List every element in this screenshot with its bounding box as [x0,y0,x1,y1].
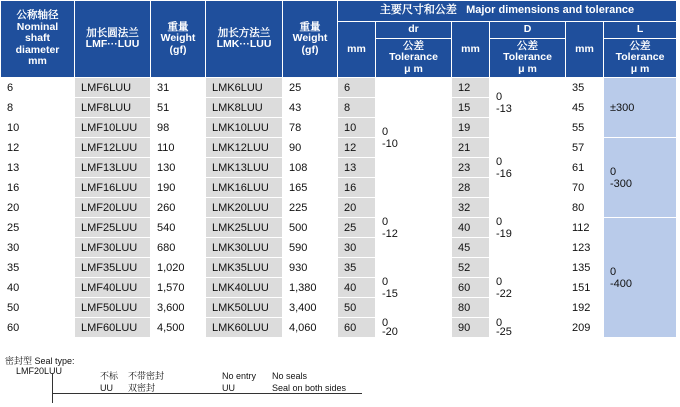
seal-code: UU [96,383,124,395]
header-tol-en: Tolerance [503,51,552,64]
table-row [1,178,677,198]
cell-weight1: 51 [151,98,206,118]
cell-weight2: 43 [283,98,338,118]
tol-lower: -16 [496,167,512,180]
cell-weight2: 90 [283,138,338,158]
cell-weight1: 110 [151,138,206,158]
tol-upper: 0 [496,215,503,228]
seal-code: No entry [218,371,268,383]
cell-weight2: 225 [283,198,338,218]
cell-weight1: 540 [151,218,206,238]
tol-lower: -19 [496,227,512,240]
tol-lower: -400 [610,277,633,290]
cell-lmk: LMK10LUU [206,118,283,138]
header-lmf-cn: 加长圆法兰 [86,26,139,39]
cell-D-tol [490,318,566,338]
cell-lmf: LMF60LUU [75,318,151,338]
table-row [1,118,677,138]
header-weight1-cn: 重量 [167,20,189,33]
header-tol-unit: μ m [518,62,537,75]
header-weight-2 [283,1,338,78]
cell-dr: 8 [338,98,376,118]
header-tol-unit: μ m [630,62,650,75]
cell-L: 135 [566,258,604,278]
header-L-label: L [636,23,644,36]
table-row [1,258,677,278]
cell-weight2: 1,380 [283,278,338,298]
cell-D: 32 [452,198,490,218]
cell-L: 70 [566,178,604,198]
cell-dr: 13 [338,158,376,178]
cell-D-tol [490,258,566,318]
cell-lmf: LMF6LUU [75,78,151,98]
cell-weight1: 680 [151,238,206,258]
header-mm: mm [575,42,594,55]
table-row [1,138,677,158]
header-lmk-cn: 加长方法兰 [217,26,271,39]
header-shaft-unit: mm [28,55,47,68]
tol-upper: 0 [496,316,503,329]
tol-upper: 0 [382,275,389,288]
cell-D: 52 [452,258,490,278]
seal-table-en [218,371,356,395]
tol-lower: -12 [382,227,398,240]
cell-D: 45 [452,238,490,258]
cell-lmf: LMF20LUU [75,198,151,218]
cell-weight2: 165 [283,178,338,198]
cell-dr: 6 [338,78,376,98]
cell-dr: 40 [338,278,376,298]
cell-D: 21 [452,138,490,158]
cell-lmf: LMF16LUU [75,178,151,198]
header-major-cn: 主要尺寸和公差 [379,4,457,17]
header-mm: mm [347,42,366,55]
tol-upper: 0 [382,215,389,228]
seal-row [96,383,202,395]
seal-desc: Seal on both sides [268,383,356,395]
cell-lmk: LMK13LUU [206,158,283,178]
cell-weight1: 98 [151,118,206,138]
cell-lmk: LMK25LUU [206,218,283,238]
cell-weight1: 31 [151,78,206,98]
tol-lower: -25 [496,325,512,338]
cell-lmf: LMF35LUU [75,258,151,278]
cell-D: 90 [452,318,490,338]
header-lmk [206,1,283,78]
cell-dr: 60 [338,318,376,338]
cell-L: 61 [566,158,604,178]
cell-weight1: 190 [151,178,206,198]
cell-lmf: LMF13LUU [75,158,151,178]
table-row [1,158,677,178]
cell-lmf: LMF30LUU [75,238,151,258]
seal-desc: No seals [268,371,356,383]
tol-upper: 0 [610,265,617,278]
seal-bracket-line [52,373,53,403]
cell-dr: 12 [338,138,376,158]
tol-upper: 0 [496,275,503,288]
cell-lmf: LMF8LUU [75,98,151,118]
cell-lmf: LMF40LUU [75,278,151,298]
cell-dr-tol [376,258,452,318]
cell-dr: 25 [338,218,376,238]
cell-L-tol [604,138,677,218]
tol-lower: -15 [382,287,398,300]
tol-lower: -20 [382,325,398,338]
cell-weight1: 260 [151,198,206,218]
cell-L: 45 [566,98,604,118]
cell-shaft: 60 [1,318,75,338]
cell-lmf: LMF50LUU [75,298,151,318]
table-row [1,198,677,218]
header-dr [376,22,452,39]
seal-model-example: LMF20LUU [16,366,63,376]
header-dr-mm [338,22,376,78]
cell-shaft: 10 [1,118,75,138]
seal-code: UU [218,383,268,395]
cell-weight1: 4,500 [151,318,206,338]
header-d-mm [452,22,490,78]
cell-D-tol [490,138,566,198]
cell-weight1: 3,600 [151,298,206,318]
cell-D: 23 [452,158,490,178]
cell-shaft: 8 [1,98,75,118]
cell-lmk: LMK8LUU [206,98,283,118]
seal-desc: 双密封 [124,383,202,395]
tol-upper: 0 [496,155,503,168]
cell-L: 55 [566,118,604,138]
cell-D-tol [490,91,566,138]
cell-dr: 16 [338,178,376,198]
header-tol-en: Tolerance [615,51,665,64]
cell-lmk: LMK16LUU [206,178,283,198]
header-lmf-en: LMF···LUU [85,38,140,50]
header-D-tol [490,39,566,78]
header-shaft-cn: 公称轴径 [16,9,59,22]
table-row [1,318,677,338]
tol-lower: -10 [382,137,398,150]
seal-table-cn [96,371,202,395]
cell-weight2: 4,060 [283,318,338,338]
cell-dr: 30 [338,238,376,258]
cell-lmf: LMF10LUU [75,118,151,138]
cell-shaft: 6 [1,78,75,98]
cell-lmk: LMK50LUU [206,298,283,318]
cell-dr-tol [376,318,452,338]
cell-D: 60 [452,278,490,298]
cell-D: 12 [452,78,490,98]
header-major [338,1,677,22]
header-shaft [1,1,75,78]
cell-lmf: LMF12LUU [75,138,151,158]
cell-L-tol [604,218,677,338]
cell-weight2: 930 [283,258,338,278]
table-row [1,298,677,318]
cell-lmk: LMK6LUU [206,78,283,98]
header-weight2-unit: (gf) [301,43,319,56]
cell-weight2: 3,400 [283,298,338,318]
cell-L: 192 [566,298,604,318]
cell-lmk: LMK12LUU [206,138,283,158]
cell-L: 112 [566,218,604,238]
cell-D: 28 [452,178,490,198]
cell-weight1: 130 [151,158,206,178]
cell-L: 123 [566,238,604,258]
cell-shaft: 16 [1,178,75,198]
table-row [1,238,677,258]
cell-weight2: 25 [283,78,338,98]
header-weight2-cn: 重量 [299,20,321,33]
cell-dr-tol [376,198,452,258]
cell-lmk: LMK60LUU [206,318,283,338]
cell-shaft: 20 [1,198,75,218]
tol-upper: 0 [610,165,617,178]
header-weight2-en: Weight [292,32,328,45]
header-weight1-unit: (gf) [169,43,187,56]
cell-dr: 50 [338,298,376,318]
tol-upper: ±300 [610,101,635,114]
header-weight1-en: Weight [160,32,196,45]
header-dr-label: dr [408,23,419,36]
header-l-mm [566,22,604,78]
cell-dr: 35 [338,258,376,278]
cell-dr: 10 [338,118,376,138]
tol-upper: 0 [382,125,389,138]
cell-L-tol [604,78,677,138]
header-L-tol [604,39,677,78]
header-lmf [75,1,151,78]
seal-row [96,371,202,383]
cell-L: 35 [566,78,604,98]
cell-L: 57 [566,138,604,158]
cell-shaft: 30 [1,238,75,258]
cell-weight2: 500 [283,218,338,238]
table-row [1,218,677,238]
cell-shaft: 35 [1,258,75,278]
seal-code: 不标 [96,371,124,383]
cell-shaft: 12 [1,138,75,158]
cell-lmk: LMK30LUU [206,238,283,258]
cell-shaft: 40 [1,278,75,298]
header-D [490,22,566,39]
cell-shaft: 13 [1,158,75,178]
cell-D-tol [490,198,566,258]
cell-D: 40 [452,218,490,238]
cell-D: 80 [452,298,490,318]
cell-weight2: 78 [283,118,338,138]
cell-D: 15 [452,98,490,118]
header-tol-cn: 公差 [517,39,538,52]
cell-L: 151 [566,278,604,298]
cell-D: 19 [452,118,490,138]
cell-lmk: LMK40LUU [206,278,283,298]
header-mm: mm [461,42,480,55]
cell-weight2: 108 [283,158,338,178]
seal-type-title: 密封型 Seal type: [5,356,75,366]
cell-dr: 20 [338,198,376,218]
cell-weight2: 590 [283,238,338,258]
table-row [1,78,677,98]
cell-weight1: 1,570 [151,278,206,298]
header-tol-cn: 公差 [403,39,424,52]
table-row [1,98,677,118]
seal-type-section [0,338,680,407]
seal-desc: 不带密封 [124,371,202,383]
seal-row [218,371,356,383]
tol-lower: -22 [496,287,512,300]
header-lmk-en: LMK···LUU [216,38,272,50]
table-row [1,278,677,298]
header-shaft-en: Nominal shaft diameter [15,20,60,56]
cell-shaft: 25 [1,218,75,238]
header-tol-cn: 公差 [629,39,651,52]
header-L [604,22,677,39]
cell-L: 80 [566,198,604,218]
cell-lmf: LMF25LUU [75,218,151,238]
header-tol-unit: μ m [404,62,423,75]
tol-upper: 0 [496,91,503,103]
cell-weight1: 1,020 [151,258,206,278]
header-major-en: Major dimensions and tolerance [466,4,635,17]
seal-row [218,383,356,395]
header-tol-en: Tolerance [389,51,438,64]
cell-shaft: 50 [1,298,75,318]
cell-dr-tol [376,78,452,198]
header-weight-1 [151,1,206,78]
tol-upper: 0 [382,316,389,329]
cell-L: 209 [566,318,604,338]
cell-lmk: LMK20LUU [206,198,283,218]
tol-lower: -300 [610,177,633,190]
header-dr-tol [376,39,452,78]
tol-lower: -13 [496,103,512,115]
cell-lmk: LMK35LUU [206,258,283,278]
header-D-label: D [523,23,532,36]
